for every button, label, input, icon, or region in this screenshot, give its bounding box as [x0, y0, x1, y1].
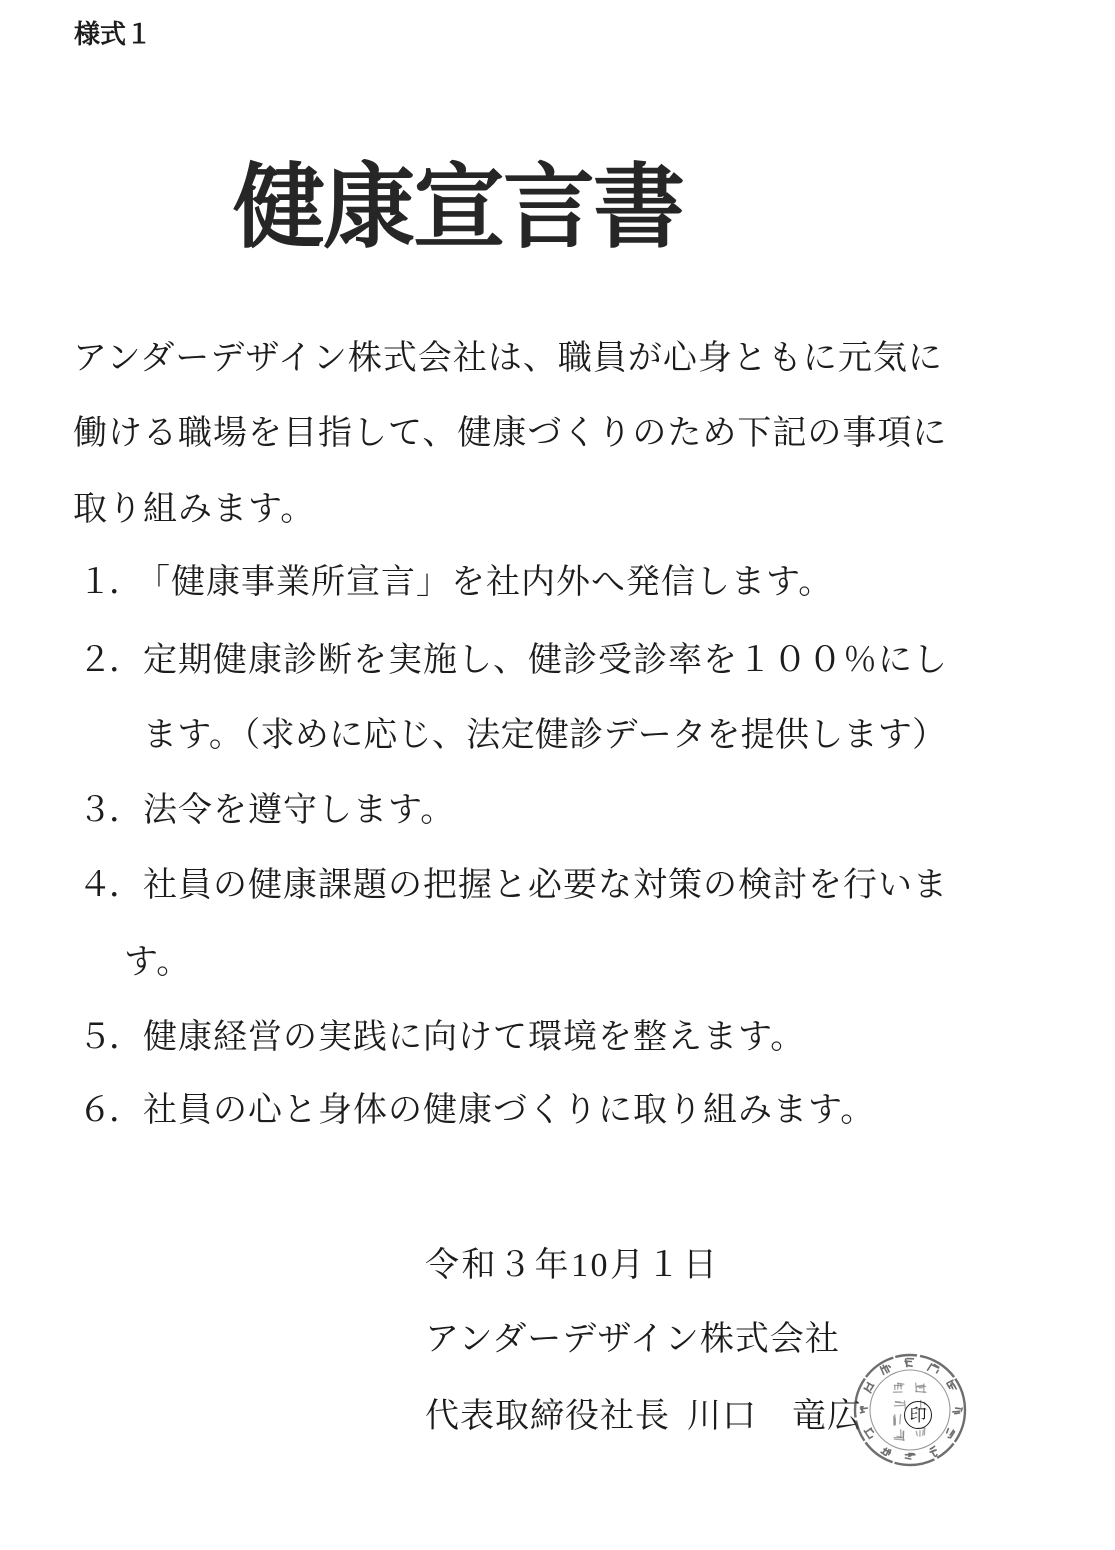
- document-title: 健康宣言書: [233, 157, 684, 259]
- seal-ring-glyph: [905, 1359, 913, 1367]
- seal-stroke: [937, 1370, 939, 1373]
- seal-stroke: [869, 1437, 872, 1439]
- representative-title: 代表取締役社長: [425, 1398, 670, 1435]
- intro-line: 取り組みます。: [73, 491, 316, 528]
- seal-mark: 印: [904, 1401, 932, 1429]
- item-text: 「健康事業所宣言」を社内外へ発信します。: [136, 564, 834, 601]
- item-number: ２．: [78, 642, 140, 679]
- seal-ring-glyph: [881, 1446, 892, 1456]
- seal-stroke: [956, 1408, 961, 1409]
- seal-stroke: [961, 1408, 962, 1411]
- seal-stroke: [953, 1411, 960, 1412]
- seal-stroke: [946, 1429, 949, 1433]
- seal-stroke: [901, 1384, 902, 1389]
- item-text: 定期健康診断を実施し、健診受診率を１００％にし: [143, 642, 948, 679]
- seal-ring-glyph: [864, 1382, 875, 1393]
- seal-stroke: [955, 1413, 960, 1414]
- signature-date: 令和３年10月１日: [425, 1247, 720, 1284]
- seal-center-glyph: [894, 1383, 904, 1392]
- seal-stroke: [916, 1431, 917, 1435]
- seal-stroke: [898, 1383, 899, 1389]
- seal-stroke: [905, 1458, 910, 1459]
- seal-ring-glyph: [864, 1427, 875, 1439]
- seal-center-glyph: [916, 1383, 926, 1392]
- item-number: １．: [78, 564, 140, 601]
- seal-stroke: [916, 1383, 917, 1392]
- seal-ring-glyph: [945, 1428, 955, 1439]
- seal-stroke: [917, 1386, 926, 1387]
- seal-stroke: [861, 1412, 865, 1413]
- intro-line: アンダーデザイン株式会社は、職員が心身ともに元気に: [73, 340, 943, 377]
- seal-stroke: [928, 1364, 932, 1371]
- item-text-continuation: ます。（求めに応じ、法定健診データを提供します）: [143, 717, 947, 754]
- item-number: ５．: [78, 1019, 140, 1056]
- item-text: 法令を遵守します。: [143, 792, 456, 829]
- item-text: 健康経営の実践に向けて環境を整えます。: [143, 1019, 806, 1056]
- item-number: ３．: [78, 792, 140, 829]
- representative-name: 川口 竜広: [687, 1398, 862, 1435]
- item-text-continuation: す。: [124, 944, 192, 981]
- seal-center-glyph: [894, 1415, 901, 1426]
- item-text: 社員の健康課題の把握と必要な対策の検討を行いま: [143, 867, 948, 904]
- seal-ring-glyph: [929, 1446, 940, 1458]
- item-number: ６．: [78, 1092, 140, 1129]
- seal-ring-glyph: [905, 1453, 915, 1459]
- seal-stroke: [867, 1384, 870, 1388]
- seal-center-glyph: [895, 1401, 906, 1409]
- signature-company: アンダーデザイン株式会社: [425, 1321, 840, 1358]
- seal-ring-glyph: [861, 1407, 868, 1413]
- seal-stroke: [895, 1402, 903, 1403]
- seal-stroke: [907, 1365, 912, 1366]
- intro-line: 働ける職場を目指して、健康づくりのため下記の事項に: [73, 415, 948, 452]
- seal-stroke: [898, 1383, 904, 1384]
- seal-stroke: [935, 1455, 937, 1457]
- seal-stroke: [889, 1365, 891, 1367]
- seal-ring-glyph: [880, 1363, 892, 1375]
- item-number: ４．: [78, 867, 140, 904]
- seal-stroke: [862, 1407, 863, 1411]
- seal-stroke: [900, 1415, 901, 1424]
- form-label: 様式１: [74, 19, 153, 49]
- seal-stroke: [948, 1437, 950, 1438]
- signature-representative: [425, 1397, 862, 1437]
- seal-stroke: [916, 1391, 926, 1392]
- seal-ring-glyph: [953, 1408, 962, 1414]
- seal-center-glyph: [894, 1430, 904, 1441]
- item-text: 社員の心と身体の健康づくりに取り組みます。: [143, 1092, 876, 1129]
- seal-ring-glyph: [928, 1363, 940, 1375]
